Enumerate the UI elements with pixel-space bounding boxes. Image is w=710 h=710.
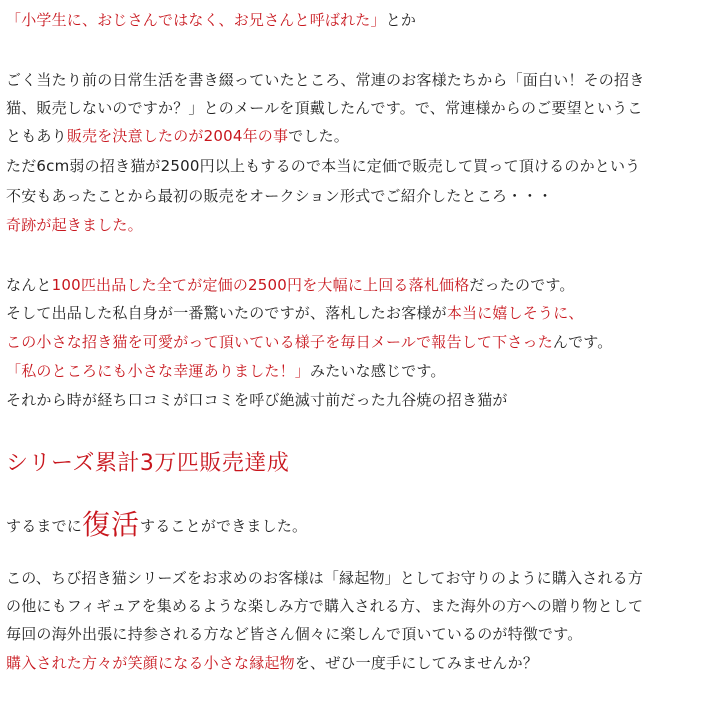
story-line: [6, 360, 446, 382]
story-line: [6, 185, 553, 207]
plain-text: んです。: [552, 333, 613, 351]
plain-text: なんと: [6, 276, 52, 294]
plain-text: とか: [385, 11, 417, 29]
plain-text: の他にもフィギュアを集めるような楽しみ方で購入される方、また海外の方への贈り物として: [6, 597, 644, 615]
closing-line: [6, 567, 643, 589]
story-line: [6, 125, 349, 147]
story-line: [6, 214, 143, 236]
revival-line: [6, 508, 308, 541]
headline: シリーズ累計3万匹販売達成: [6, 451, 290, 476]
story-line: [6, 389, 508, 411]
story-line: [6, 274, 575, 296]
plain-text: だったのです。: [469, 276, 575, 294]
plain-text: 毎回の海外出張に持参される方など皆さん個々に楽しんで頂いているのが特徴です。: [6, 625, 583, 643]
plain-text: この、ちび招き猫シリーズをお求めのお客様は「縁起物」としてお守りのように購入される方: [6, 569, 644, 587]
highlight-text: 本当に嬉しそうに、: [446, 304, 584, 322]
highlight-text: この小さな招き猫を可愛がって頂いている様子を毎日メールで報告して下さった: [6, 333, 553, 351]
highlight-text: 奇跡が起きました。: [6, 216, 143, 234]
plain-text: そして出品した私自身が一番驚いたのですが、落札したお客様が: [6, 304, 447, 322]
story-line: [6, 69, 644, 91]
intro-line: [6, 9, 416, 31]
highlight-text: 販売を決意したのが2004年の事: [66, 127, 289, 145]
story-line: [6, 302, 584, 324]
story-line: [6, 331, 613, 353]
highlight-text: 「私のところにも小さな幸運ありました！」: [6, 362, 311, 380]
plain-text: でした。: [288, 127, 350, 145]
emphasis-text: 復活: [82, 508, 141, 541]
plain-text: ただ6cm弱の招き猫が2500円以上もするので本当に定価で販売して買って頂けるのかという: [6, 157, 641, 175]
highlight-text: 100匹出品した全てが定価の2500円を大幅に上回る落札価格: [51, 276, 470, 294]
plain-text: 猫、販売しないのですか？」とのメールを頂戴したんです。で、常連様からのご要望というこ: [6, 99, 643, 117]
closing-line: [6, 595, 643, 617]
plain-text: を、ぜひ一度手にしてみませんか？: [294, 654, 539, 672]
plain-text: みたいな感じです。: [310, 362, 446, 380]
closing-line: [6, 652, 538, 674]
plain-text: することができました。: [140, 517, 308, 535]
plain-text: 不安もあったことから最初の販売をオークション形式でご紹介したところ・・・: [6, 187, 553, 205]
plain-text: するまでに: [6, 517, 83, 535]
highlight-text: 購入された方々が笑顔になる小さな縁起物: [6, 654, 295, 672]
plain-text: それから時が経ち口コミが口コミを呼び絶滅寸前だった九谷焼の招き猫が: [6, 391, 508, 409]
closing-line: [6, 623, 582, 645]
story-line: [6, 155, 640, 177]
highlight-text: 「小学生に、おじさんではなく、お兄さんと呼ばれた」: [6, 11, 386, 29]
plain-text: ごく当たり前の日常生活を書き綴っていたところ、常連のお客様たちから「面白い！その招き: [6, 71, 645, 89]
plain-text: ともあり: [6, 127, 67, 145]
story-line: [6, 97, 643, 119]
